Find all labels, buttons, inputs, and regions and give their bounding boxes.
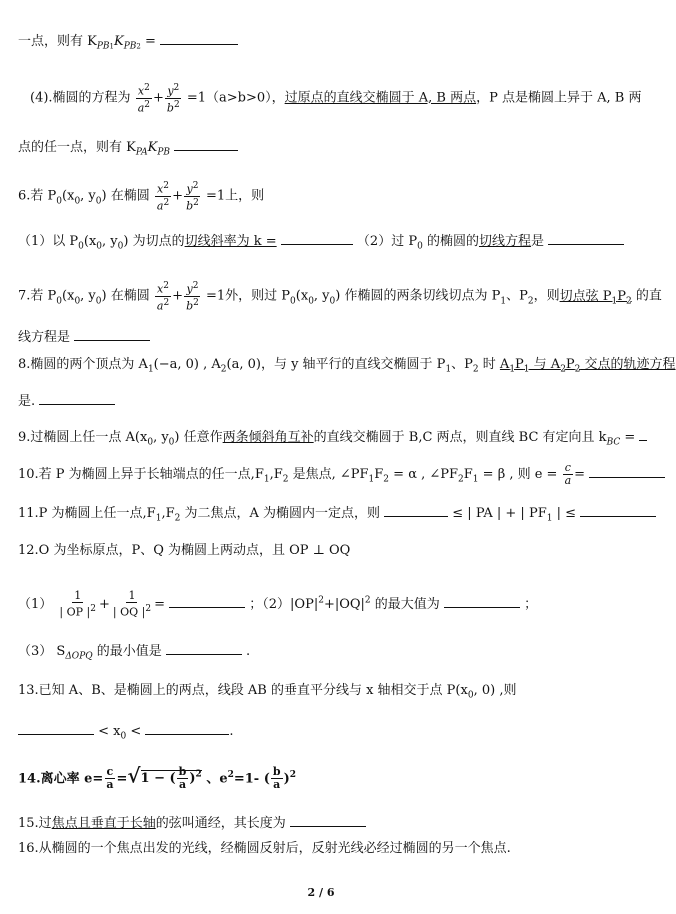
text: 点的任一点，则有 K: [18, 140, 136, 155]
text-line-18: 14.离心率 e= $\frac{c}{a}$ =√1 − ( $\frac{b}{a}$ )$^2$ 、$e^2=1-$ ( $\frac{b}{a}$ )$^2$: [18, 763, 296, 792]
text-line-15: （3） $S_{\Delta OPQ}$ 的最小值是 .: [18, 640, 628, 666]
underlined-text: 切线斜率为 k =: [184, 234, 277, 249]
text-line-2: (4).椭圆的方程为 $\frac{x^2}{a^2}$ + $\frac{y^2}{b^2}$ =1（a>b>0），过原点的直线交椭圆于 A, B 两点，P 点是椭圆上异于 A, B 两: [30, 83, 642, 115]
underlined-text: 切线方程: [478, 234, 531, 249]
text: 13.已知 A、B、是椭圆上的两点，线段 AB 的垂直平分线与 x 轴相交于点 P(x: [18, 683, 468, 698]
answer-blank[interactable]: [384, 502, 448, 517]
text: （3） S: [18, 644, 66, 659]
text: （1）以 P: [18, 234, 79, 249]
subscript: PB: [96, 41, 110, 52]
text-line-6: 7.若 $P_0(x_0$, $y_0$) 在椭圆 $\frac{x^2}{a^2}$ + $\frac{y^2}{b^2}$ =1外，则过 $P_0(x_0$, $y_0$) 作椭圆的两条切线切点为 $P_1$、$P_2$，则切点弦 $P_1P_2$ 的直: [18, 281, 662, 313]
subscript: PA: [135, 147, 148, 158]
underlined-text: 焦点且垂直于长轴: [51, 816, 156, 831]
text: （2）过 P: [356, 234, 418, 249]
text-line-12: 11.P 为椭圆上任一点$,F_1,F_2$ 为二焦点，A 为椭圆内一定点，则 ≤ | PA | + | $PF_1$ | ≤: [18, 502, 628, 528]
answer-blank[interactable]: [290, 812, 366, 827]
underlined-text: 两条倾斜角互补: [222, 430, 314, 445]
fraction: $\frac{x^2}{a^2}$: [156, 181, 170, 213]
fraction: $\frac{x^2}{a^2}$: [156, 281, 170, 313]
answer-blank[interactable]: [160, 30, 238, 45]
text: 9.过椭圆上任一点 A(x: [18, 430, 148, 445]
answer-blank[interactable]: [18, 720, 94, 735]
text: 是.: [18, 394, 36, 409]
text: 10.若 P 为椭圆上异于长轴端点的任一点,F: [18, 467, 264, 482]
text: =1（a>b>0），: [186, 90, 285, 106]
answer-blank[interactable]: [169, 593, 245, 608]
text: 12.O 为坐标原点，P、Q 为椭圆上两动点，且 OP ⊥ OQ: [18, 543, 351, 558]
answer-blank[interactable]: [444, 593, 520, 608]
text-line-11: 10.若 P 为椭圆上异于长轴端点的任一点$,F_1,F_2$ 是焦点, $\angle PF_1F_2 = \alpha$ , $\angle PF_2F_1 = \beta$ , 则 e = $\frac{c}{a}$ =: [18, 462, 628, 489]
text: < x: [98, 724, 121, 739]
text: 7.若 P: [18, 288, 57, 304]
text: 一点，则有 K: [18, 34, 97, 49]
answer-blank[interactable]: [166, 640, 242, 655]
text-line-20: [18, 840, 628, 858]
answer-blank[interactable]: [145, 720, 229, 735]
text-line-5: （1）以 $P_0(x_0$, $y_0$) 为切点的切线斜率为 k = （2）过 $P_0$ 的椭圆的切线方程是: [18, 230, 628, 256]
text-line-17: < $x_0$ < .: [18, 720, 628, 746]
answer-blank[interactable]: [589, 463, 665, 478]
underlined-text: 过原点的直线交椭圆于 A, B 两点: [284, 90, 477, 106]
subscript: PB: [123, 41, 137, 52]
text-line-7: [18, 326, 628, 347]
text: 线方程是: [18, 330, 71, 345]
subscript: PB: [157, 147, 170, 158]
fraction: $\frac{x^2}{a^2}$: [137, 83, 150, 115]
text: 6.若 P: [18, 188, 57, 204]
text-line-10: 9.过椭圆上任一点 $A(x_0$, $y_0$) 任意作两条倾斜角互补的直线交椭圆于 B,C 两点，则直线 BC 有定向且 $k_{BC}$ =: [18, 426, 628, 452]
subscript: 2: [136, 42, 141, 51]
page-number: 2 / 6: [307, 886, 335, 899]
text-line-13: [18, 542, 628, 560]
text: (4).椭圆的方程为: [30, 90, 131, 106]
fraction: $\frac{1}{| OP |^2}$: [59, 589, 96, 619]
text-line-16: 13.已知 A、B、是椭圆上的两点，线段 AB 的垂直平分线与 x 轴相交于点 $P(x_0$, 0) ,则: [18, 683, 517, 701]
text: 11.P 为椭圆上任一点,F: [18, 506, 156, 521]
text-line-14: （1） $\frac{1}{| OP |^2}$ + $\frac{1}{| OQ |^2}$ = ；$(2)|OP|^2+|OQ|^2$ 的最大值为 ；: [18, 589, 538, 619]
fraction: $\frac{b}{a}$: [272, 765, 281, 792]
text: =: [140, 34, 156, 49]
text: （1）: [18, 596, 53, 612]
text-line-8: 8.椭圆的两个顶点为 $A_1(-a$, 0) , $A_2(a$, 0)，与 y 轴平行的直线交椭圆于 $P_1$、$P_2$ 时 $A_1P_1$ 与 $A_2P_2$ 交点的轨迹方程: [18, 357, 676, 375]
answer-blank[interactable]: [580, 502, 656, 517]
text: ，P 点是椭圆上异于 A, B 两: [476, 90, 642, 106]
text: 14.离心率 e=: [18, 771, 104, 787]
answer-blank[interactable]: [74, 326, 150, 341]
text-line-3: 点的任一点，则有 $K_{PA}K_{PB}$: [18, 136, 628, 162]
text-line-4: 6.若 $P_0(x_0$, $y_0$) 在椭圆 $\frac{x^2}{a^2}$ + $\frac{y^2}{b^2}$ =1上，则: [18, 181, 265, 213]
fraction: $\frac{y^2}{b^2}$: [186, 281, 199, 313]
text-line-1: 一点，则有 $K_{PB1}K_{PB2}$ =: [18, 30, 628, 56]
underlined-text: 切点弦 $P_1P_2$: [559, 288, 632, 307]
fraction: $\frac{y^2}{b^2}$: [186, 181, 199, 213]
answer-blank[interactable]: [281, 230, 353, 245]
text: =1上，则: [206, 188, 265, 204]
fraction: $\frac{c}{a}$: [106, 765, 114, 792]
fraction: $\frac{1}{| OQ |^2}$: [112, 589, 152, 619]
text: 15.过: [18, 816, 52, 831]
underlined-text: $A_1P_1$ 与 $A_2P_2$ 交点的轨迹方程: [499, 357, 676, 375]
fraction: $\frac{y^2}{b^2}$: [166, 83, 180, 115]
text-line-9: [18, 390, 628, 411]
answer-blank[interactable]: [174, 136, 238, 151]
answer-blank[interactable]: [548, 230, 624, 245]
text-line-19: 15.过焦点且垂直于长轴的弦叫通经，其长度为: [18, 812, 628, 833]
text: 8.椭圆的两个顶点为 A: [18, 357, 148, 372]
fraction: $\frac{b}{a}$: [178, 765, 187, 792]
subscript: 1: [109, 42, 114, 51]
text: 16.从椭圆的一个焦点出发的光线，经椭圆反射后，反射光线必经过椭圆的另一个焦点.: [18, 841, 511, 856]
answer-blank[interactable]: [639, 426, 647, 441]
fraction: $\frac{c}{a}$: [564, 461, 572, 487]
answer-blank[interactable]: [39, 390, 115, 405]
